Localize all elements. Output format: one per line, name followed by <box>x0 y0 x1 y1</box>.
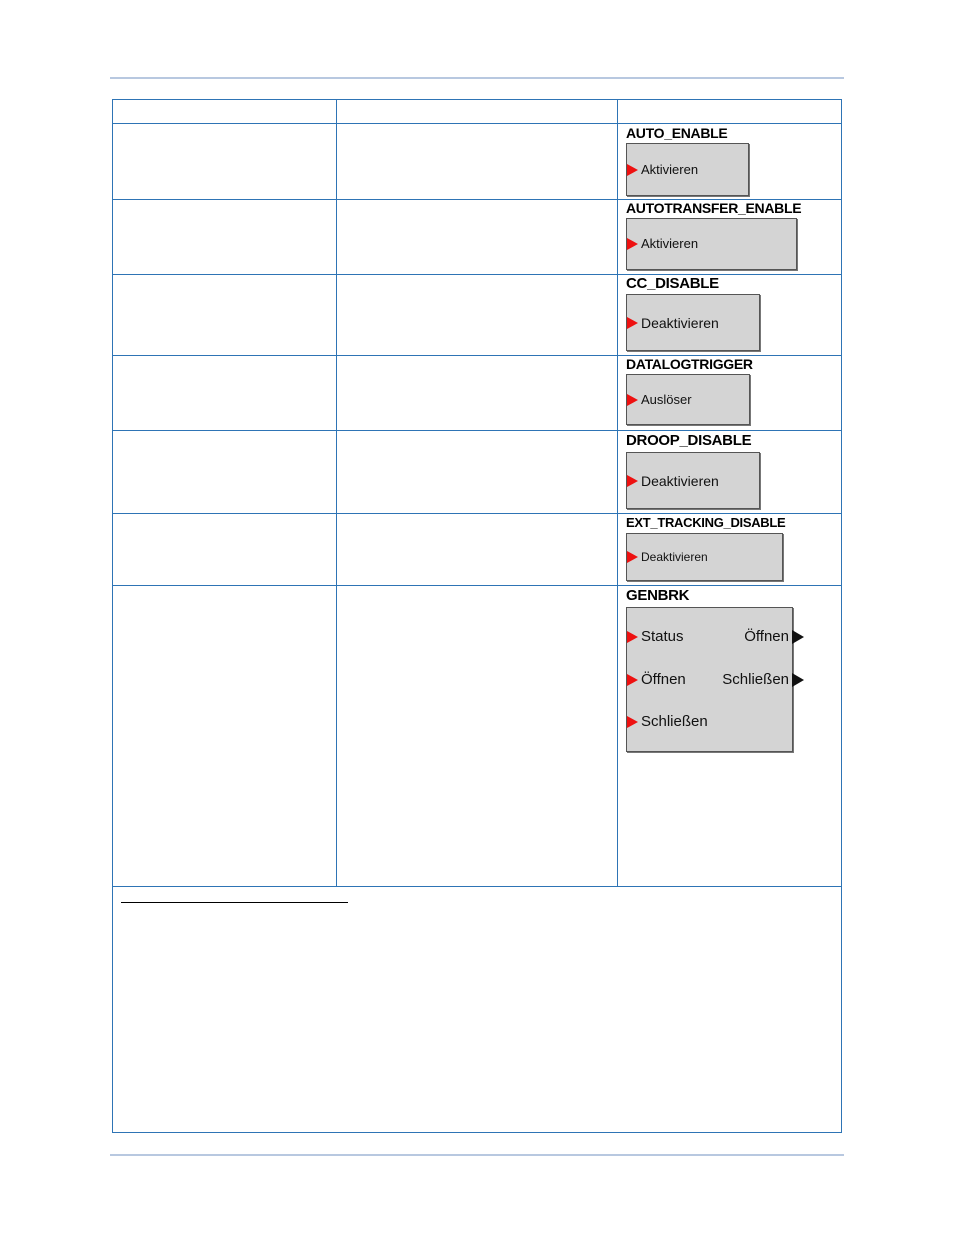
input-port <box>627 550 708 564</box>
footer-rule <box>110 1154 844 1156</box>
block-title-ext-tracking-disable: EXT_TRACKING_DISABLE <box>626 515 786 530</box>
input-label: Deaktivieren <box>641 473 719 489</box>
output-arrow-icon <box>792 673 804 687</box>
input-port <box>627 236 698 251</box>
input-label: Deaktivieren <box>641 550 708 564</box>
input-arrow-icon <box>627 631 638 643</box>
input-arrow-icon <box>627 394 638 406</box>
row-divider <box>113 585 841 586</box>
block-title-datalogtrigger: DATALOGTRIGGER <box>626 356 753 372</box>
input-label: Öffnen <box>641 671 686 688</box>
block-title-cc-disable: CC_DISABLE <box>626 275 719 292</box>
output-arrow-icon <box>792 630 804 644</box>
block-auto-enable[interactable] <box>626 143 749 196</box>
input-arrow-icon <box>627 551 638 563</box>
input-label: Auslöser <box>641 392 692 407</box>
block-title-droop-disable: DROOP_DISABLE <box>626 432 752 449</box>
input-port-open <box>627 671 686 688</box>
input-arrow-icon <box>627 716 638 728</box>
block-title-auto-enable: AUTO_ENABLE <box>626 125 728 141</box>
block-cc-disable[interactable] <box>626 294 760 351</box>
input-arrow-icon <box>627 317 638 329</box>
block-title-genbrk: GENBRK <box>626 587 690 604</box>
input-arrow-icon <box>627 674 638 686</box>
input-label: Deaktivieren <box>641 315 719 331</box>
output-port-open <box>744 628 789 645</box>
input-port <box>627 315 719 331</box>
block-autotransfer-enable[interactable] <box>626 218 797 270</box>
row-divider <box>113 430 841 431</box>
block-droop-disable[interactable] <box>626 452 760 509</box>
block-datalogtrigger[interactable] <box>626 374 750 425</box>
input-port <box>627 473 719 489</box>
row-divider <box>113 274 841 275</box>
column-divider <box>336 100 337 886</box>
input-port-status <box>627 628 684 645</box>
output-port-close <box>722 671 789 688</box>
footnote-separator <box>121 902 348 903</box>
input-label: Schließen <box>641 713 708 730</box>
input-port <box>627 162 698 177</box>
output-label: Öffnen <box>744 628 789 645</box>
input-port-close <box>627 713 708 730</box>
block-genbrk[interactable] <box>626 607 793 752</box>
input-label: Aktivieren <box>641 162 699 177</box>
input-port <box>627 392 692 407</box>
header-rule <box>110 77 844 79</box>
input-arrow-icon <box>627 164 638 176</box>
table-header-divider <box>113 123 841 124</box>
row-divider <box>113 886 841 887</box>
block-ext-tracking-disable[interactable] <box>626 533 783 581</box>
input-arrow-icon <box>627 238 638 250</box>
row-divider <box>113 513 841 514</box>
column-divider <box>617 100 618 886</box>
input-arrow-icon <box>627 475 638 487</box>
input-label: Aktivieren <box>641 236 699 251</box>
output-label: Schließen <box>722 671 789 688</box>
block-title-autotransfer-enable: AUTOTRANSFER_ENABLE <box>626 200 802 216</box>
input-label: Status <box>641 628 684 645</box>
